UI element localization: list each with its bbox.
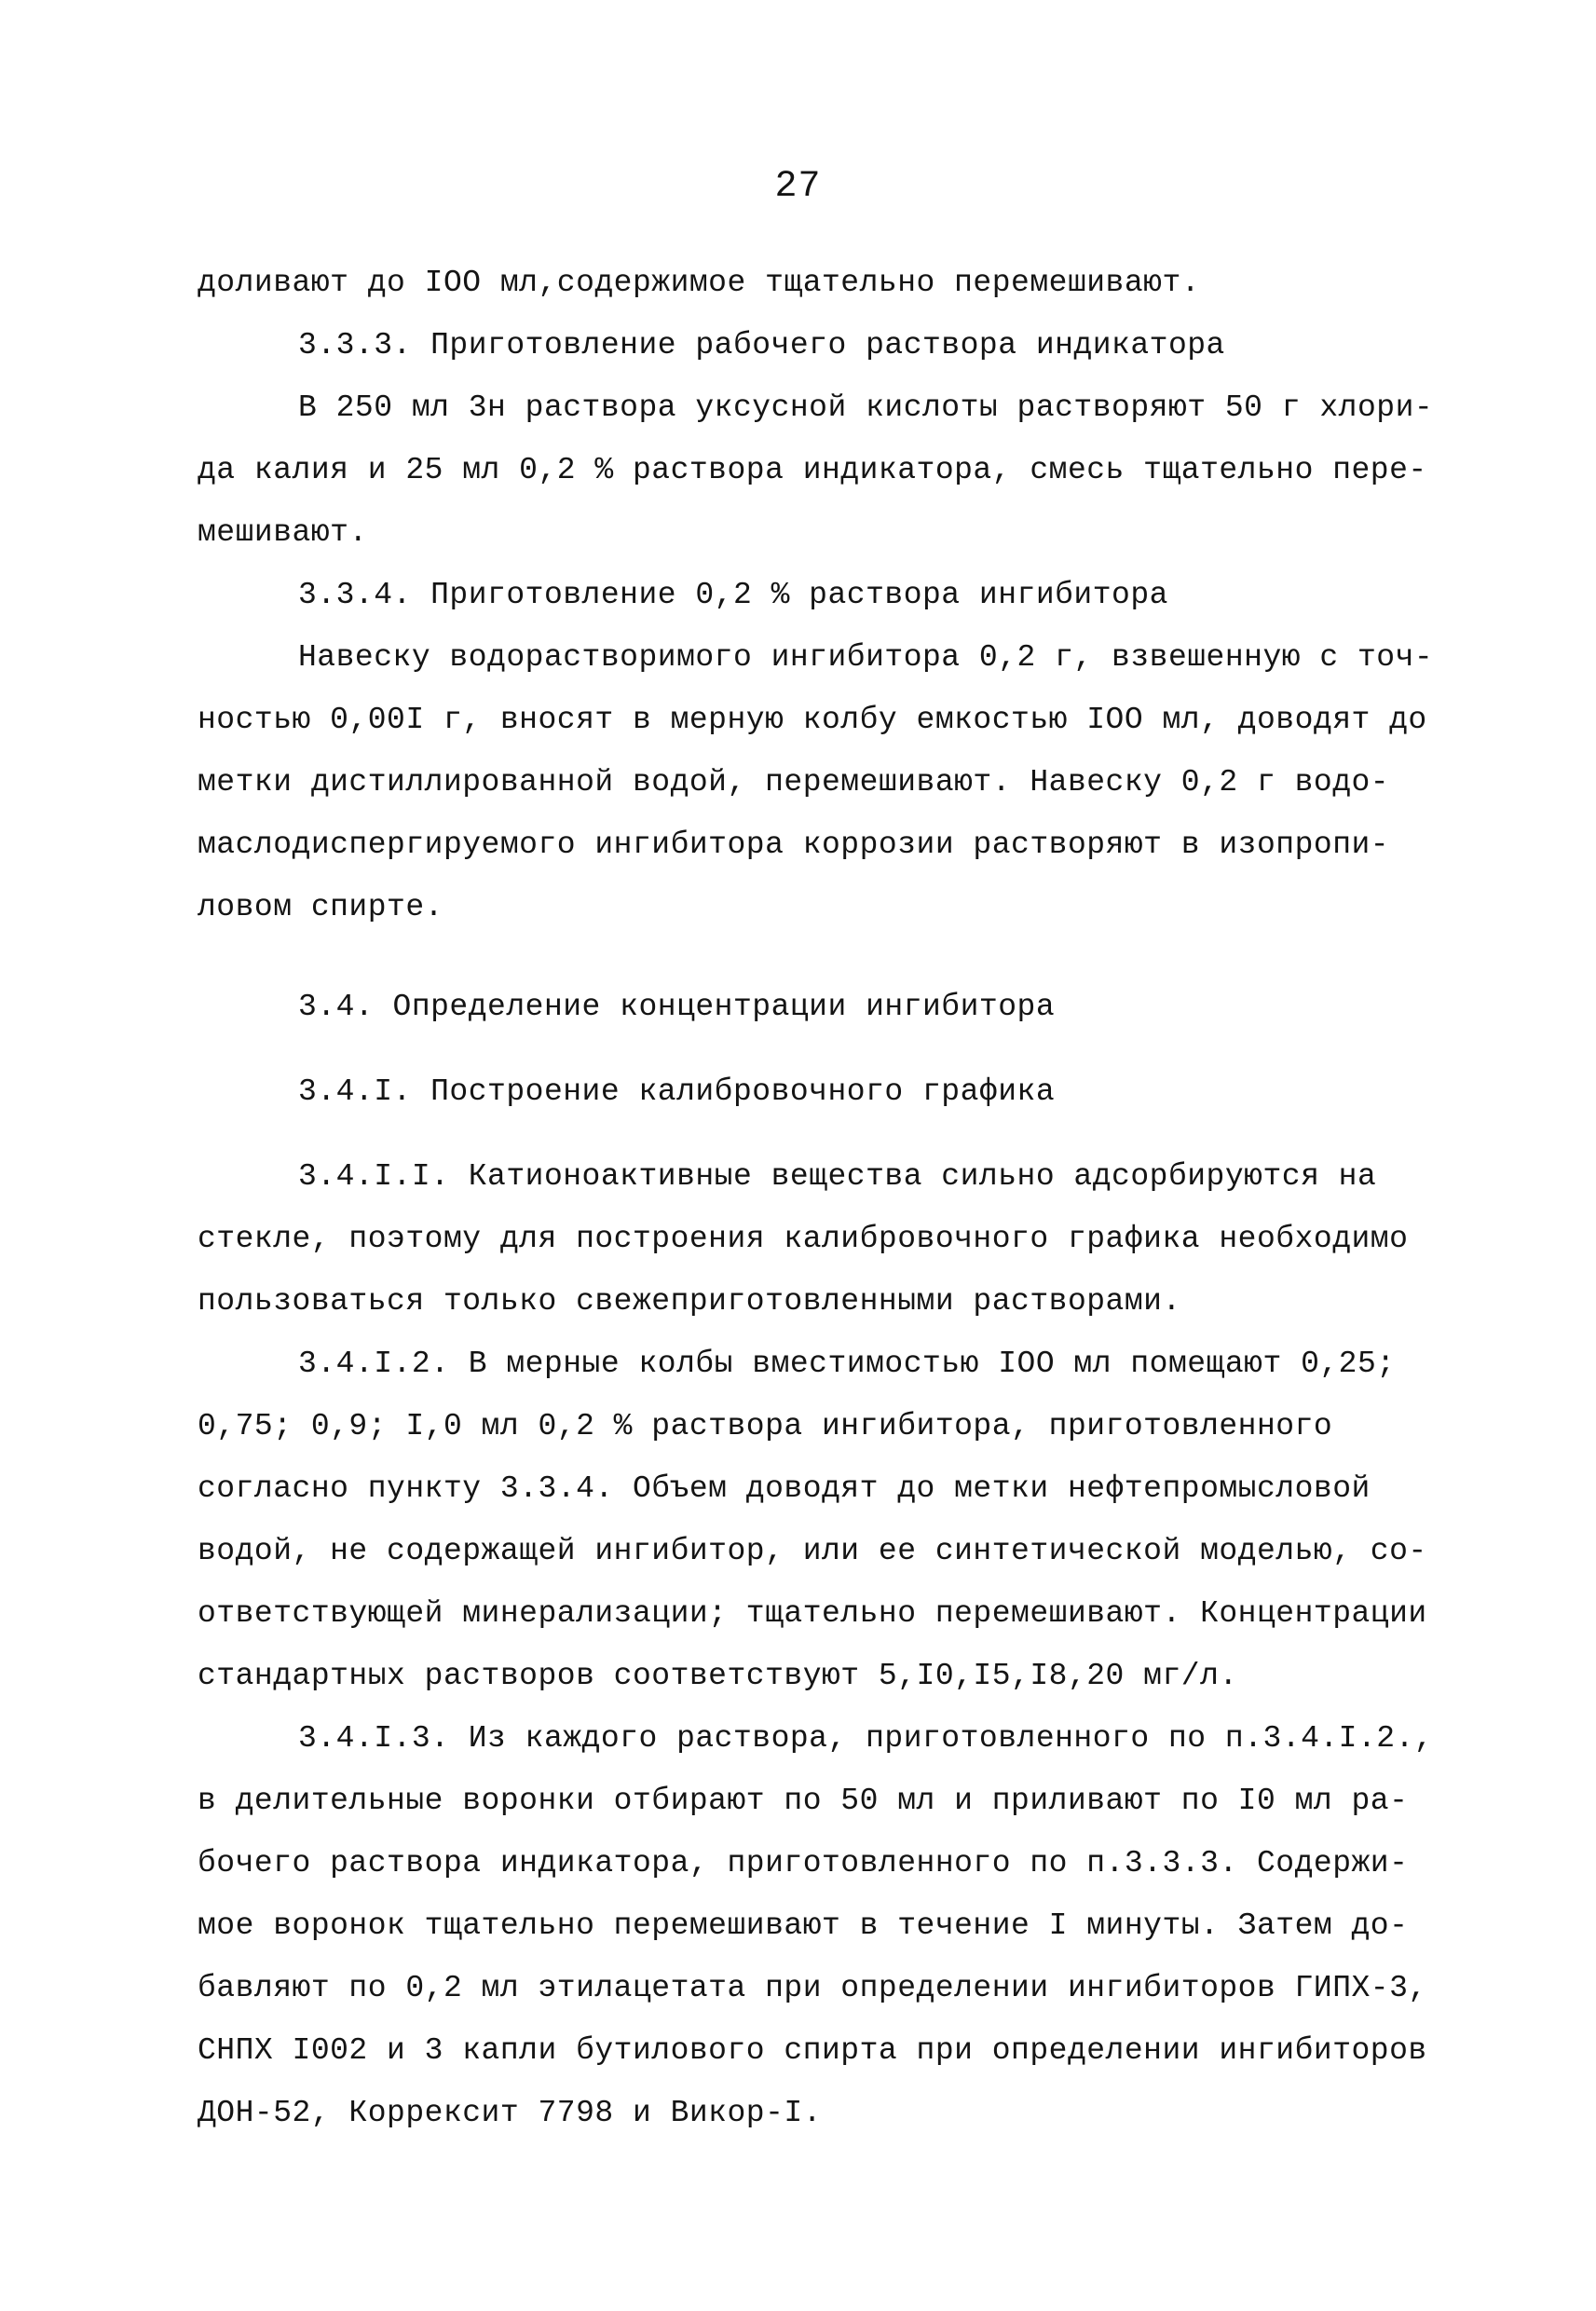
text-line: да калия и 25 мл 0,2 % раствора индикатора, смесь тщательно пере- (198, 453, 1427, 487)
text-line: водой, не содержащей ингибитор, или ее синтетической моделью, со- (198, 1534, 1427, 1568)
text-line: метки дистиллированной водой, перемешивают. Навеску 0,2 г водо- (198, 765, 1390, 800)
text-line: в делительные воронки отбирают по 50 мл и приливают по I0 мл ра- (198, 1784, 1409, 1818)
text-line: мое воронок тщательно перемешивают в течение I минуты. Затем до- (198, 1908, 1409, 1943)
text-line: стекле, поэтому для построения калибровочного графика необходимо (198, 1222, 1409, 1256)
text-line: 0,75; 0,9; I,0 мл 0,2 % раствора ингибитора, приготовленного (198, 1409, 1333, 1443)
text-line: бавляют по 0,2 мл этилацетата при определении ингибиторов ГИПХ-3, (198, 1971, 1427, 2005)
text-line: ностью 0,00I г, вносят в мерную колбу емкостью IOO мл, доводят до (198, 703, 1427, 737)
section-heading-3-3-4: 3.3.4. Приготовление 0,2 % раствора ингибитора (298, 578, 1168, 612)
text-line: СНПХ I002 и 3 капли бутилового спирта при определении ингибиторов (198, 2033, 1427, 2068)
text-line: 3.4.I.I. Катионоактивные вещества сильно адсорбируются на (298, 1159, 1377, 1194)
section-heading-3-3-3: 3.3.3. Приготовление рабочего раствора индикатора (298, 328, 1225, 362)
text-line: стандартных растворов соответствуют 5,I0,I5,I8,20 мг/л. (198, 1659, 1238, 1693)
text-line: согласно пункту 3.3.4. Объем доводят до метки нефтепромысловой (198, 1471, 1371, 1506)
text-line: Навеску водорастворимого ингибитора 0,2 г, взвешенную с точ- (298, 640, 1434, 675)
document-body (198, 252, 1437, 2144)
text-line: пользоваться только свежеприготовленными растворами. (198, 1284, 1181, 1319)
text-line: 3.4.I.3. Из каждого раствора, приготовленного по п.3.4.I.2., (298, 1721, 1434, 1756)
text-line: маслодиспергируемого ингибитора коррозии растворяют в изопропи- (198, 827, 1390, 862)
text-line: мешивают. (198, 515, 368, 550)
section-heading-3-4: 3.4. Определение концентрации ингибитора (298, 990, 1056, 1024)
page-number: 27 (774, 166, 822, 208)
text-line: В 250 мл 3н раствора уксусной кислоты растворяют 50 г хлори- (298, 390, 1434, 425)
section-heading-3-4-1: 3.4.I. Построение калибровочного графика (298, 1074, 1056, 1109)
text-line: ответствующей минерализации; тщательно перемешивают. Концентрации (198, 1596, 1427, 1631)
text-line: ловом спирте. (198, 890, 443, 924)
text-line: 3.4.I.2. В мерные колбы вместимостью IOO мл помещают 0,25; (298, 1347, 1396, 1381)
text-line: доливают до IOO мл,содержимое тщательно перемешивают. (198, 266, 1201, 300)
text-line: бочего раствора индикатора, приготовленного по п.3.3.3. Содержи- (198, 1846, 1409, 1880)
text-line: ДОН-52, Коррексит 7798 и Викор-I. (198, 2096, 823, 2130)
